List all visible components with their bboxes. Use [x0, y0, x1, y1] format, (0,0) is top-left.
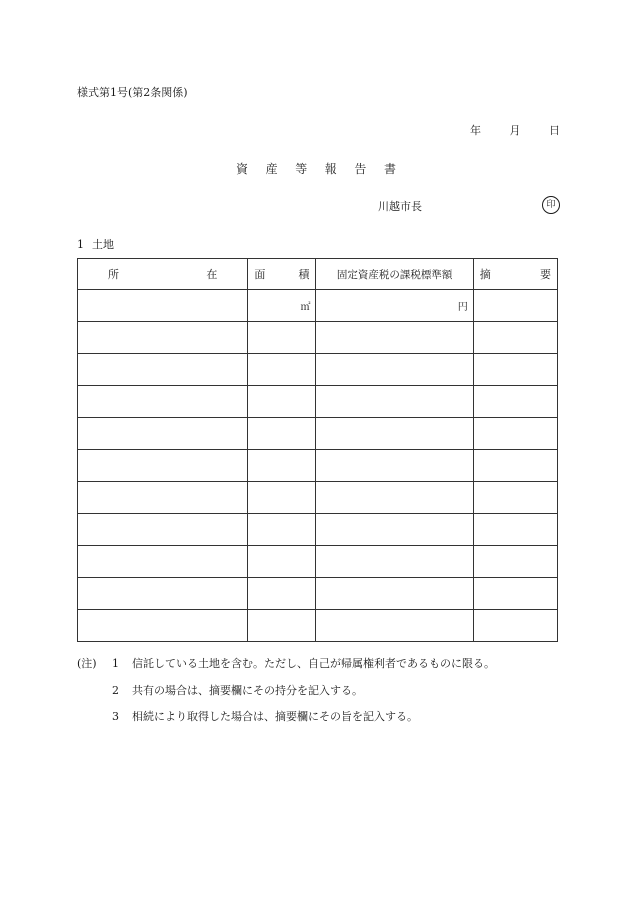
value-cell[interactable]	[316, 482, 473, 514]
location-cell[interactable]	[78, 322, 248, 354]
addressee: 川越市長	[378, 200, 422, 213]
area-cell[interactable]	[248, 290, 316, 322]
table-row	[78, 514, 558, 546]
seal-mark: 印	[542, 196, 560, 214]
area-cell[interactable]	[248, 354, 316, 386]
location-cell[interactable]	[78, 610, 248, 642]
location-cell[interactable]	[78, 386, 248, 418]
value-unit: 円	[457, 302, 468, 313]
value-cell[interactable]	[316, 418, 473, 450]
table-row	[78, 386, 558, 418]
area-cell[interactable]	[248, 450, 316, 482]
table-row	[78, 546, 558, 578]
header-assessed-value: 固定資産税の課税標準額	[316, 259, 473, 290]
title-char: 資	[236, 162, 249, 176]
value-cell[interactable]	[316, 322, 473, 354]
note-item: 2 共有の場合は、摘要欄にその持分を記入する。	[112, 684, 363, 697]
header-remarks: 摘 要	[473, 259, 557, 290]
location-cell[interactable]	[78, 482, 248, 514]
location-cell[interactable]	[78, 514, 248, 546]
value-cell[interactable]	[316, 514, 473, 546]
notes-label: (注)	[77, 657, 97, 670]
remarks-cell[interactable]	[473, 482, 557, 514]
section-heading	[77, 236, 114, 252]
remarks-cell[interactable]	[473, 322, 557, 354]
header-area: 面 積	[248, 259, 316, 290]
title-char: 産	[265, 162, 278, 176]
value-cell[interactable]	[316, 578, 473, 610]
location-cell[interactable]	[78, 354, 248, 386]
note-item: 3 相続により取得した場合は、摘要欄にその旨を記入する。	[112, 710, 418, 723]
area-cell[interactable]	[248, 578, 316, 610]
table-row	[78, 578, 558, 610]
location-cell[interactable]	[78, 546, 248, 578]
table-header-row	[78, 259, 558, 290]
remarks-cell[interactable]	[473, 418, 557, 450]
title-char: 報	[324, 162, 337, 176]
date-year-label: 年	[470, 124, 481, 137]
header-location: 所 在	[78, 259, 248, 290]
section-number: 1	[77, 238, 84, 251]
area-cell[interactable]	[248, 386, 316, 418]
table-row	[78, 450, 558, 482]
area-cell[interactable]	[248, 418, 316, 450]
remarks-cell[interactable]	[473, 450, 557, 482]
table-row	[78, 322, 558, 354]
area-unit: ㎡	[300, 302, 311, 313]
remarks-cell[interactable]	[473, 578, 557, 610]
area-cell[interactable]	[248, 514, 316, 546]
area-cell[interactable]	[248, 546, 316, 578]
value-cell[interactable]	[316, 386, 473, 418]
location-cell[interactable]	[78, 578, 248, 610]
remarks-cell[interactable]	[473, 610, 557, 642]
form-number: 様式第1号(第2条関係)	[77, 86, 188, 99]
value-cell[interactable]	[316, 546, 473, 578]
value-cell[interactable]	[316, 354, 473, 386]
title-char: 等	[295, 162, 308, 176]
title-char: 告	[354, 162, 367, 176]
table-row	[78, 610, 558, 642]
location-cell[interactable]	[78, 450, 248, 482]
area-cell[interactable]	[248, 482, 316, 514]
area-cell[interactable]	[248, 610, 316, 642]
remarks-cell[interactable]	[473, 546, 557, 578]
table-row	[78, 418, 558, 450]
remarks-cell[interactable]	[473, 514, 557, 546]
section-label: 土地	[92, 238, 114, 251]
title-char: 書	[383, 162, 396, 176]
value-cell[interactable]	[316, 610, 473, 642]
date-month-label: 月	[509, 124, 521, 137]
remarks-cell[interactable]	[473, 290, 557, 322]
document-title	[236, 160, 396, 177]
remarks-cell[interactable]	[473, 386, 557, 418]
table-row	[78, 482, 558, 514]
date-line	[470, 122, 560, 138]
table-row	[78, 354, 558, 386]
date-day-label: 日	[549, 124, 560, 137]
location-cell[interactable]	[78, 418, 248, 450]
location-cell[interactable]	[78, 290, 248, 322]
remarks-cell[interactable]	[473, 354, 557, 386]
land-table	[77, 258, 558, 642]
value-cell[interactable]	[316, 450, 473, 482]
note-item: 1 信託している土地を含む。ただし、自己が帰属権利者であるものに限る。	[112, 657, 495, 670]
table-row	[78, 290, 558, 322]
area-cell[interactable]	[248, 322, 316, 354]
value-cell[interactable]	[316, 290, 473, 322]
